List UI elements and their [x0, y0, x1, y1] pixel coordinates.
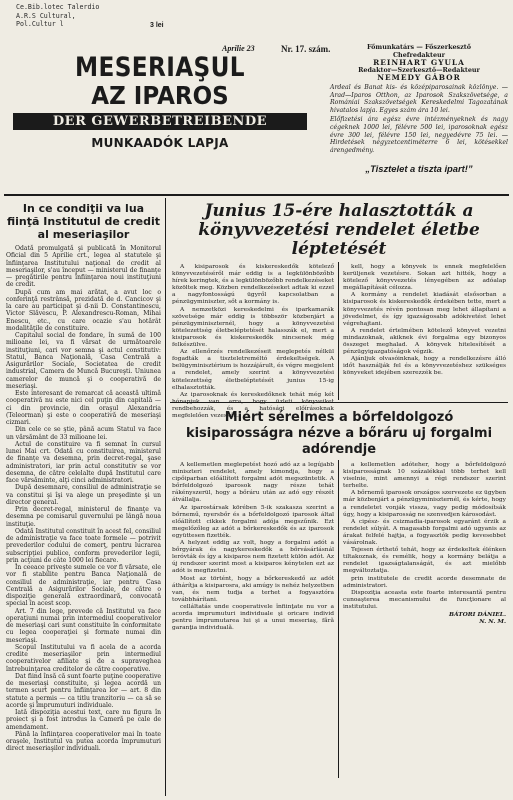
info-paragraph: Előfizetési ára egész évre intézményeknek és nagy cégeknek 1000 lei, félévre 500 lei, iparosoknak egész évre 300 lei, félévre 150 lei, negyedévre 75 lei. — Hirdetések négyzetcentiméterre 6 lei, kötésekkel árengedmény. [330, 116, 508, 154]
masthead-subtitle: MUNKAADÓK LAPJA [91, 136, 229, 150]
paragraph: Scopul Institutului va fi acela de a acorda credite meseriaşilor prin intermediul cooperativelor afiliate şi de a supraveghea întrebuinţarea creditelor de către cooperative. [6, 643, 161, 673]
founder-name-label: Chefredakteur [392, 50, 446, 59]
article2-headline: Miért sérelmes a bőrfeldolgozó kisiparosságra nézve a bőráru uj forgalmi adórendje [185, 410, 493, 457]
paragraph: Az iparostársak körében 5-ik szakasza szerint a bőrnemű, nyersbőr és a bőrfeldolgozó iparosok által előállított cikkek forgalmi adója megszűnik. Ezt megelőzőleg az adót a bőrkereskedők és az iparosok együttesen fizették. [172, 504, 334, 539]
paragraph: Odată Institutul constituit în acest fel, consiliul de administraţie va face toate formele — potrivit prevederilor codului de comerţ, pentru lucrarea subscripţiei publice, conform prevederilor legii, prin acţiuni de câte 1000 lei fiecare. [6, 527, 161, 564]
paragraph: Capitalul social de fondare, în sumă de 100 milioane lei, va fi vărsat de următoarele instituţiuni, cari vor semna şi actul constitutiv: Statul, Banca Naţională, Casa Centrală a Asigurărilor Sociale, Societatea de credit industrial, Camera de Muncă Bucureşti. Uniunea camerelor de muncă şi o cooperativă de meseriaşi. [6, 332, 161, 390]
paragraph: Iată dispoziţia acestui text, care nu figura în proiect şi a fost introdus la Cameră pe cale de amendament. [6, 709, 161, 731]
paragraph: A bőrnemű iparosok országos szervezete ez ügyben már közbenjárt a pénzügyminiszternél, és kérte, hogy a rendeletet vonják vissza, vagy pedig módosítsák úgy, hogy a kisiparosság ne szenvedjen károsodást. [343, 490, 506, 518]
issue-number: Nr. 17. szám. [281, 44, 331, 54]
paragraph: Odată promulgată şi publicată în Monitorul Oficial din 5 Aprilie crt., legea al statutele şi înfiinţarea Institutului naţional de credit al meseriaşilor, s'au început — ministerul de finanţe — pregătirile pentru înfiinţarea noui instituţiuni de credit. [6, 245, 161, 289]
paragraph: În ceeace priveşte sumele ce vor fi vărsate, ele vor fi stabilite pentru Banca Naţională de consiliul de administraţie, iar pentru Casa Centrală a Asigurărilor Sociale, de către o dispoziţie generală extraordinară, convocată special în acest scop. [6, 564, 161, 608]
founder-name: REINHART GYULA [373, 58, 465, 68]
paragraph: După desemnare, consiliul de administraţie se va constitui şi îşi va alege un preşedinte şi un director general. [6, 484, 161, 506]
masthead-title-german: DER GEWERBETREIBENDE [13, 113, 307, 130]
paragraph: După cum am mai arătat, a avut loc o conferinţă restrânsă, prezidată de d. Cancicov şi la care au participat şi d-nii D. Constantinescu, Victor Slăvescu, P. Alexandrescu-Roman, Mihai Enescu, etc., cu care ocazie s'au hotărât modalităţile de constituire. [6, 288, 161, 332]
paragraph: Ajánljuk olvasóinknak, hogy a rendelkezésre álló időt használják fel és a könyvvezetéshez szükséges könyveket idejében szerezzék be. [343, 356, 506, 377]
paragraph: celláltatás unde cooperativele înfiinţate nu vor a acorda imprumuturi individuale şi oricare individ pentru împrumutarea lui şi a unui meseriaş, fără garanţia individuală. [172, 603, 334, 632]
stamp-line: A.R.S Cultural, [16, 11, 76, 20]
left-article-headline: In ce condiţii va lua fiinţă Institutul de credit al meseriaşilor [6, 202, 161, 241]
paragraph: Din cele ce se ştie, până acum Statul va face un vărsământ de 33 milioane lei. [6, 426, 161, 441]
paragraph: A kellemetlen meglepetést hozó adó az a legújabb miniszteri rendelet, amely kimondja, hogy a cipőiparban előállított forgalmi adót megszüntetik. A bőrfeldolgozó iparosok nagy része tehát rákényszerül, hogy a bőráru után az adó egy részét átvállalja. [172, 462, 334, 504]
paragraph: a kellemetlen adóteher, hogy a bőrfeldolgozó kisiparosságnak 10 százalékkal több terhet kell viselnie, mint amennyi a régi rendszer szerint terhelte. [343, 462, 506, 490]
founder-label: Főmunkatárs — Főszerkesztő [366, 43, 471, 51]
stamp-line: Pol.Cultur l [16, 20, 64, 29]
issue-date: Aprilie 23 [222, 44, 255, 53]
paragraph: Tejesen érthető tehát, hogy az érdekeltek élénken tiltakoznak, és remélik, hogy a kormány belátja a rendelet igazságtalanságát, és azt mielőbb megváltoztatja. [343, 547, 506, 575]
header-divider [4, 194, 509, 196]
paragraph: Az ellenőrzés rendelkezéseit meglepetés nélkül fogadták a tiszteletreméltó érdekeltségek. A belügyminisztérium is hozzájárult, és végre megjelent a rendelet, amely szerint a könyvvezetési kötelezettség életbeléptetését junius 15-ig elhalasztották. [172, 349, 334, 391]
left-article-body [6, 245, 161, 753]
left-article [6, 200, 161, 796]
paragraph: Most az történt, hogy a bőrkereskedő az adót áthárítja a kisiparosra, aki amúgy is nehéz helyzetben van, és nem tudja a terhet a fogyasztóra továbbhárítani. [172, 575, 334, 603]
paragraph: Până la înfiinţarea cooperativelor mai în toate oraşele, Institutul va putea acorda împrumuturi direct meseriaşilor individuali. [6, 730, 161, 753]
paragraph: Este interesant de remarcat că această ultimă cooperativă nu este nici cel puţin din capitală — ci din provincie, din oraşul Alexandria (Teleorman) şi este o cooperativă de meseriaşi cizmari. [6, 390, 161, 426]
editor-name: NEMEDY GÁBOR [377, 73, 461, 83]
masthead [5, 54, 315, 150]
paragraph: A kormány a rendelet kiadását elsősorban a kisiparosok és kiskereskedők érdekében tette, mert a könyvvezetés révén pontosan meg lehet állapítani a jövedelmet, és így igazságosabb adókivetést lehet végrehajtani. [343, 292, 506, 327]
paragraph: A helyzet eddig az volt, hogy a forgalmi adót a bőrgyárak és nagykereskedők a bőrvásárlásnál leróvták és így a kisiparos nem fizetett külön adót. Az új rendszer szerint most a kisiparos kénytelen ezt az adót is megfizetni. [172, 540, 334, 575]
paragraph: kell, hogy a könyvek is ennek megfelelően kerüljenek vezetésre. Sokan azt hitték, hogy a kötelező könyvvezetés lényegében az adóalap megállapítását célozza. [343, 264, 506, 292]
paragraph: Dat fiind însă că sunt foarte puţine cooperative de meseriaşi constituite, şi legea acordă un termen scurt pentru înfiinţarea lor — art. 8 din statute a permis — ca titlu tranzitoriu — ca să se acorde şi împrumuturi individuale. [6, 672, 162, 709]
column-divider [338, 460, 339, 778]
masthead-title-hungarian: AZ IPAROS [91, 81, 229, 110]
signature: BÁTORI DÁNIEL. [449, 610, 506, 618]
price: 3 lei [150, 22, 164, 29]
publication-info [330, 44, 508, 156]
article2-column [172, 462, 334, 792]
paragraph: Actul de constituire va fi semnat în cursul lunei Mai crt. Odată cu constituirea, ministerul de finanţe va desemna, prin decret-regal, şase administratori, iar prin actul constitutiv se vor desemna, de către celelalte după Institutul care face vărsăminte, alţi cinci administratori. [6, 440, 161, 484]
paragraph: Az iparosoknak és kereskedőknek tehát még két hónapjuk van arra, hogy üzleti könyveiket rendbehozzák, és a hatósági előírásoknak megfelelően vezessék. [172, 391, 334, 419]
article1-column [172, 264, 334, 419]
paragraph: prin institutele de credit acorde desemnate de administratori. [343, 575, 506, 589]
paragraph: Prin decret-regal, ministerul de finanţe va desemna pe comisarul guvernului pe lângă noua instituţie. [6, 506, 161, 528]
paragraph: A rendelet értelmében kötelező könyvet vezetni mindazoknak, akiknek évi forgalma egy bizonyos összeget meghalad. A könyvek hitelesítését a pénzügyigazgatóságok végzik. [343, 327, 506, 356]
paragraph: A cipész- és csizmadia-iparosok egyaránt érzik a rendelet súlyát. A magasabb forgalmi adó ugyanis az árakat felfelé hajtja, a fogyasztók pedig kevesebbet vásárolnak. [343, 518, 506, 547]
paragraph: Dispoziţia aceasta este foarte interesantă pentru cunoaşterea mecanismului de funcţionare al institutului. [343, 589, 506, 610]
signature: N. N. M. [479, 618, 506, 626]
editor-label: Redaktor—Szerkesztő—Redakteur [358, 65, 480, 74]
column-divider [338, 262, 339, 400]
paragraph: Art. 7 din lege, prevede că Institutul va face operaţiuni numai prin intermediul cooperativelor de meseriaşi cari sunt constituite în conformitate cu legea cooperaţiei şi formate numai din meseriaşi. [6, 607, 161, 644]
column-divider [165, 198, 166, 796]
stamp-line: Ce.Bib.lotec Talerdio [16, 3, 100, 11]
masthead-title-romanian: MESERIAŞUL [75, 52, 245, 83]
motto: „Tisztelet a tiszta ipart!” [365, 163, 473, 174]
article1-column [343, 264, 506, 400]
library-stamp [16, 3, 99, 29]
paragraph: A kisiparosok és kiskereskedők kötelező könyvvezetéséről már eddig is a legkülönbözőbb hírek keringtek, és a legkülönbözőbb rendelkezéseket közöltek meg. Közben rendelkezéseket adtak ki ezzel a nagyfontosságú ügyről kapcsolatban a pénzügyminiszter, sőt a kormány is. [172, 264, 334, 306]
article1-headline: Junius 15-ére halasztották a könyvvezetési rendelet életbe léptetését [198, 201, 480, 259]
article2-column [343, 462, 506, 792]
paragraph: A nemzetközi kereskedelmi és iparkamarák szövetsége már eddig is többször közbenjárt a pénzügyminiszternél, hogy a könyvvezetési kötelezettség életbeléptetését halasszák el, mert a kisiparosok és kiskereskedők nincsenek még felkészülve. [172, 306, 334, 349]
info-paragraph: Ardeal és Banat kis- és középiparosainak közlönye. — Arad—Iparos Otthon, az Iparosok Szakszövetsége, a Romániai Szakszövetségek Kereskedelmi Tagozatának hivatalos lapja. Egyes szám ára 10 lei. [330, 83, 508, 114]
